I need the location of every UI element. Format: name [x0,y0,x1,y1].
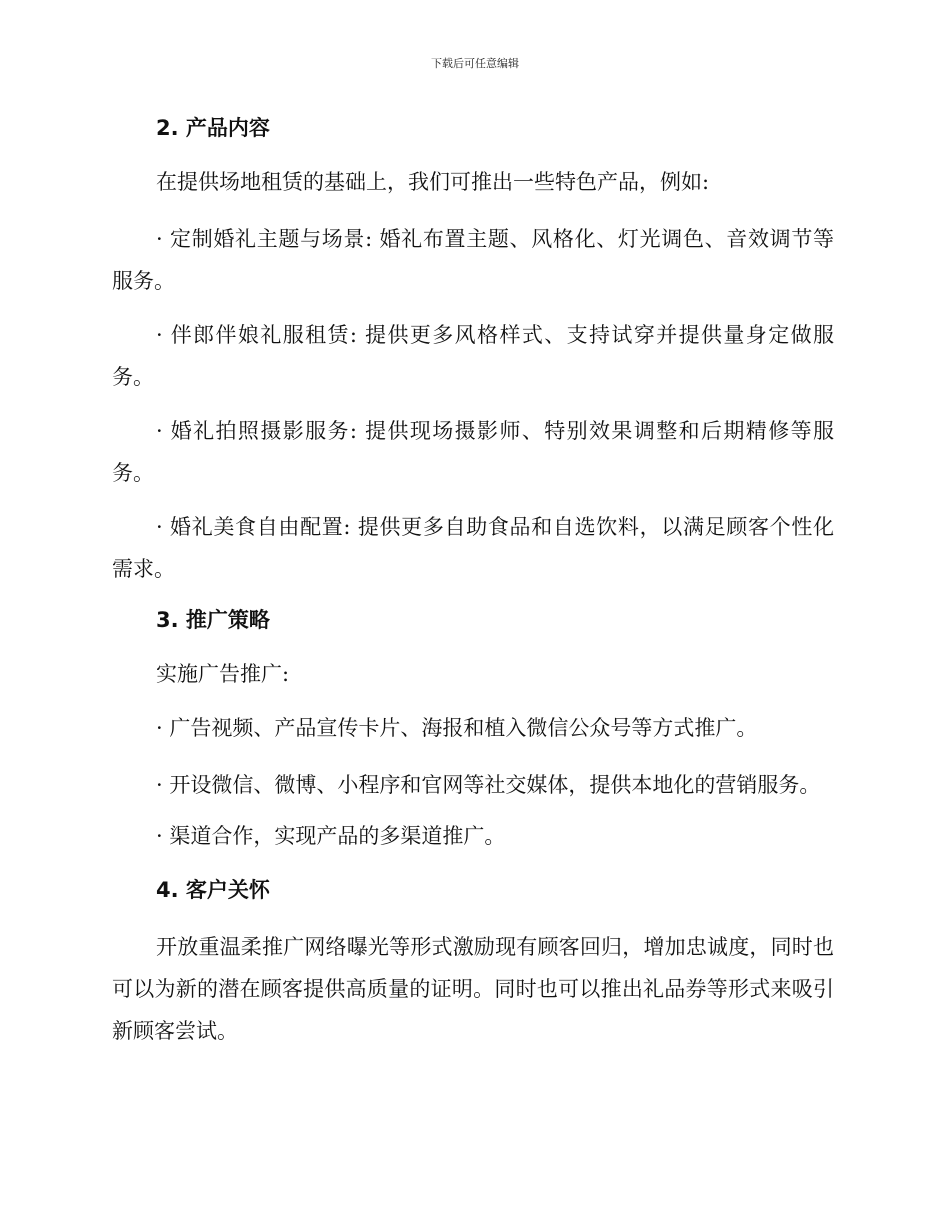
product-item-theme: · 定制婚礼主题与场景: 婚礼布置主题、风格化、灯光调色、音效调节等服务。 [112,227,834,293]
section-heading-promotion-strategy: 3. 推广策略 [156,608,270,632]
section-heading-product-content: 2. 产品内容 [156,116,270,140]
product-item-catering: · 婚礼美食自由配置: 提供更多自助食品和自选饮料，以满足顾客个性化需求。 [112,515,834,581]
product-item-dress-rental: · 伴郎伴娘礼服租赁: 提供更多风格样式、支持试穿并提供量身定做服务。 [112,323,834,389]
promotion-intro: 实施广告推广: [156,662,290,686]
product-intro: 在提供场地租赁的基础上，我们可推出一些特色产品，例如: [156,170,710,194]
page-header: 下载后可任意编辑 [431,57,519,70]
product-item-photography: · 婚礼拍照摄影服务: 提供现场摄影师、特别效果调整和后期精修等服务。 [112,419,834,485]
customer-care-paragraph: 开放重温柔推广网络曝光等形式激励现有顾客回归，增加忠诚度，同时也可以为新的潜在顾客提供高质量的证明。同时也可以推出礼品券等形式来吸引新顾客尝试。 [112,935,834,1043]
document-body [112,110,834,1064]
promotion-item-ads: · 广告视频、产品宣传卡片、海报和植入微信公众号等方式推广。 [156,716,758,740]
promotion-item-channels: · 渠道合作，实现产品的多渠道推广。 [156,824,506,848]
promotion-item-social-media: · 开设微信、微博、小程序和官网等社交媒体，提供本地化的营销服务。 [156,773,821,797]
section-heading-customer-care: 4. 客户关怀 [156,878,270,902]
